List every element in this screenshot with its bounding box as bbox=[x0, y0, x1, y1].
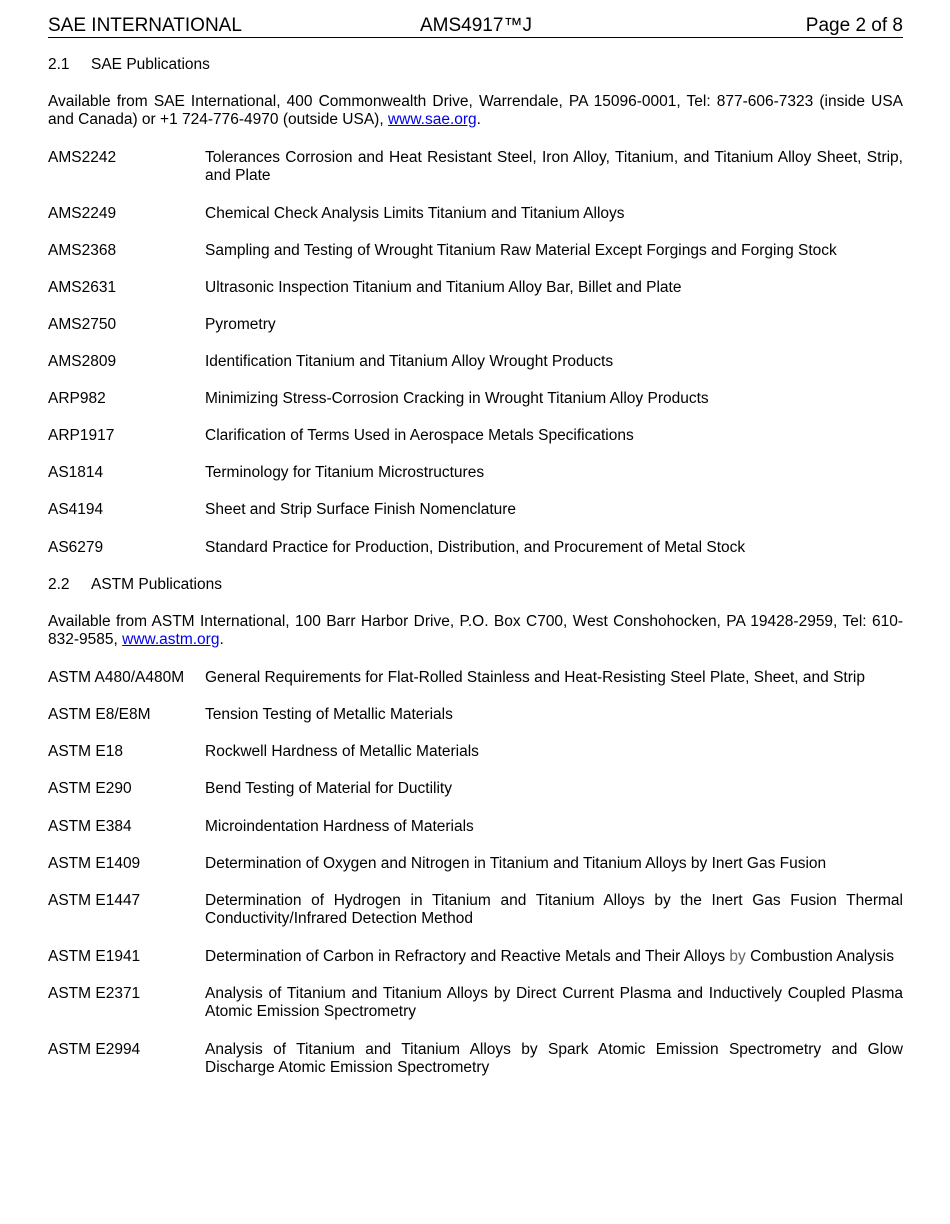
reference-code: ASTM A480/A480M bbox=[48, 669, 185, 686]
reference-title: Determination of Hydrogen in Titanium and Titanium Alloys by the Inert Gas Fusion Thermal Conductivity/Infrared Detection Method bbox=[205, 892, 903, 927]
reference-title: Pyrometry bbox=[205, 316, 276, 333]
reference-code: ASTM E18 bbox=[48, 743, 123, 760]
reference-code: ASTM E8/E8M bbox=[48, 706, 151, 723]
section-2-1-heading bbox=[48, 56, 210, 74]
title-part-grey: by bbox=[729, 948, 746, 965]
reference-title: Ultrasonic Inspection Titanium and Titanium Alloy Bar, Billet and Plate bbox=[205, 279, 682, 296]
astm-website-link[interactable]: www.astm.org bbox=[122, 631, 220, 648]
reference-title: Microindentation Hardness of Materials bbox=[205, 818, 474, 835]
reference-code: ASTM E384 bbox=[48, 818, 132, 835]
reference-title: Rockwell Hardness of Metallic Materials bbox=[205, 743, 479, 760]
reference-code: AS6279 bbox=[48, 539, 104, 556]
astm-availability-paragraph bbox=[48, 613, 903, 649]
header-document-id: AMS4917™J bbox=[420, 15, 532, 36]
title-part: Determination of Carbon in Refractory and Reactive Metals and Their Alloys bbox=[205, 948, 730, 965]
availability-text: Available from ASTM International, 100 Barr Harbor Drive, P.O. Box C700, West Conshohocken, PA 19428-2959, Tel: 610-832-9585, bbox=[48, 613, 903, 648]
section-title: ASTM Publications bbox=[91, 576, 222, 593]
reference-code: ASTM E1941 bbox=[48, 948, 141, 965]
reference-code: AMS2249 bbox=[48, 205, 117, 222]
reference-title: Minimizing Stress-Corrosion Cracking in Wrought Titanium Alloy Products bbox=[205, 390, 709, 407]
reference-title: Bend Testing of Material for Ductility bbox=[205, 780, 452, 797]
reference-code: ASTM E290 bbox=[48, 780, 132, 797]
reference-title bbox=[205, 948, 903, 966]
document-page bbox=[48, 0, 903, 1076]
reference-title: Analysis of Titanium and Titanium Alloys by Spark Atomic Emission Spectrometry and Glow Discharge Atomic Emission Spectrometry bbox=[205, 1041, 903, 1076]
reference-code: ASTM E2371 bbox=[48, 985, 141, 1002]
period: . bbox=[219, 631, 224, 648]
reference-code: AMS2242 bbox=[48, 149, 117, 166]
section-title: SAE Publications bbox=[91, 56, 210, 73]
sae-availability-paragraph bbox=[48, 93, 903, 129]
reference-code: AMS2809 bbox=[48, 353, 117, 370]
reference-code: AMS2368 bbox=[48, 242, 117, 259]
period: . bbox=[476, 111, 481, 128]
reference-code: AMS2631 bbox=[48, 279, 117, 296]
section-number: 2.2 bbox=[48, 576, 70, 593]
reference-title: Identification Titanium and Titanium Alloy Wrought Products bbox=[205, 353, 614, 370]
reference-code: ARP1917 bbox=[48, 427, 115, 444]
reference-code: ASTM E2994 bbox=[48, 1041, 141, 1058]
reference-title: Determination of Oxygen and Nitrogen in Titanium and Titanium Alloys by Inert Gas Fusion bbox=[205, 855, 827, 872]
reference-title: Chemical Check Analysis Limits Titanium and Titanium Alloys bbox=[205, 205, 625, 222]
header-organization: SAE INTERNATIONAL bbox=[48, 15, 242, 36]
section-number: 2.1 bbox=[48, 56, 70, 73]
reference-title: Tolerances Corrosion and Heat Resistant Steel, Iron Alloy, Titanium, and Titanium Alloy Sheet, Strip, and Plate bbox=[205, 149, 903, 184]
section-2-2-heading bbox=[48, 576, 222, 594]
reference-code: AS4194 bbox=[48, 501, 104, 518]
reference-title: Standard Practice for Production, Distribution, and Procurement of Metal Stock bbox=[205, 539, 746, 556]
title-part: Combustion Analysis bbox=[745, 948, 894, 965]
reference-title: Terminology for Titanium Microstructures bbox=[205, 464, 485, 481]
reference-code: ASTM E1409 bbox=[48, 855, 141, 872]
reference-code: ASTM E1447 bbox=[48, 892, 141, 909]
reference-title: General Requirements for Flat-Rolled Stainless and Heat-Resisting Steel Plate, Sheet, and Strip bbox=[205, 669, 865, 686]
sae-website-link[interactable]: www.sae.org bbox=[387, 111, 477, 128]
reference-title: Sheet and Strip Surface Finish Nomenclature bbox=[205, 501, 517, 518]
availability-text: Available from SAE International, 400 Commonwealth Drive, Warrendale, PA 15096-0001, Tel: 877-606-7323 (inside USA and Canada) or +1 724-776-4970 (outside USA), bbox=[48, 93, 903, 128]
reference-title: Analysis of Titanium and Titanium Alloys by Direct Current Plasma and Inductively Coupled Plasma Atomic Emission Spectrometry bbox=[205, 985, 903, 1020]
reference-title: Sampling and Testing of Wrought Titanium Raw Material Except Forgings and Forging Stock bbox=[205, 242, 837, 259]
header-page-number: Page 2 of 8 bbox=[805, 15, 903, 36]
reference-code: AMS2750 bbox=[48, 316, 117, 333]
reference-title: Tension Testing of Metallic Materials bbox=[205, 706, 453, 723]
reference-code: ARP982 bbox=[48, 390, 106, 407]
reference-code: AS1814 bbox=[48, 464, 104, 481]
page-header bbox=[48, 0, 903, 38]
reference-title: Clarification of Terms Used in Aerospace Metals Specifications bbox=[205, 427, 634, 444]
